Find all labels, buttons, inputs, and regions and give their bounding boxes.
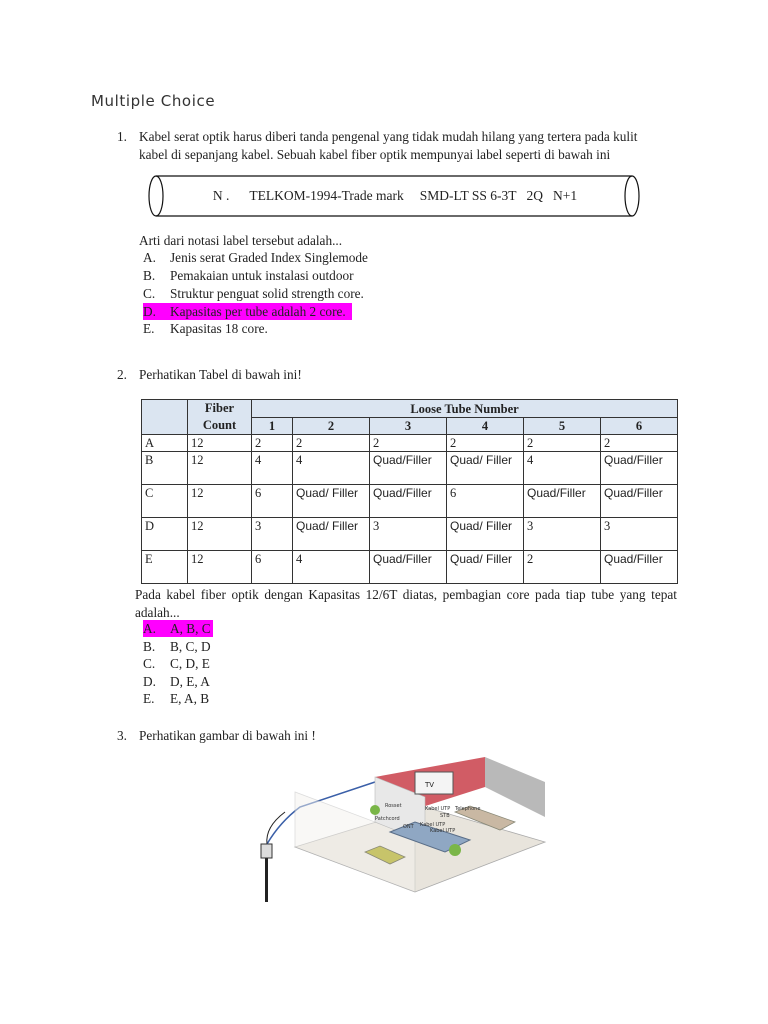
table-cell: 2 — [601, 435, 678, 452]
table-cell: Quad/ Filler — [447, 518, 524, 551]
option-text: C, D, E — [170, 656, 210, 671]
table-cell: Quad/Filler — [370, 551, 447, 584]
question-1-number: 1. — [117, 129, 127, 144]
cable-label-type: SMD-LT SS 6-3T — [419, 188, 517, 203]
tube-number-header: 4 — [447, 418, 524, 435]
q2-option-c[interactable] — [143, 655, 210, 672]
table-row — [142, 435, 678, 452]
rosset-label: Rosset — [385, 803, 402, 809]
telephone-label: Telephone — [455, 806, 481, 812]
q1-option-e[interactable] — [143, 320, 268, 337]
utp-label-3: Kabel UTP — [430, 828, 456, 834]
table-cell: Quad/ Filler — [293, 485, 370, 518]
option-letter: C. — [143, 286, 156, 301]
question-3-text: Perhatikan gambar di bawah ini ! — [139, 728, 316, 743]
table-row — [142, 485, 678, 518]
table-cell: 6 — [447, 485, 524, 518]
option-letter: A. — [143, 621, 156, 636]
fiber-count-cell: 12 — [188, 452, 252, 485]
table-cell: Quad/ Filler — [447, 551, 524, 584]
tv-label: TV — [425, 781, 435, 789]
table-cell: 2 — [447, 435, 524, 452]
question-2-prompt: Pada kabel fiber optik dengan Kapasitas 12/6T diatas, pembagian core pada tiap tube yang tepat adalah... — [135, 587, 677, 620]
option-text: Struktur penguat solid strength core. — [170, 286, 364, 301]
table-cell: 4 — [524, 452, 601, 485]
table-cell: Quad/ Filler — [293, 518, 370, 551]
row-id: B — [142, 452, 188, 485]
option-text: Kapasitas per tube adalah 2 core. — [170, 304, 346, 319]
fiber-count-cell: 12 — [188, 551, 252, 584]
table-cell: Quad/Filler — [370, 485, 447, 518]
table-cell: 4 — [293, 452, 370, 485]
fiber-count-cell: 12 — [188, 435, 252, 452]
option-text: A, B, C — [170, 621, 211, 636]
house-network-illustration — [255, 752, 555, 902]
table-cell: 2 — [293, 435, 370, 452]
table-cell: Quad/Filler — [370, 452, 447, 485]
table-cell: 2 — [370, 435, 447, 452]
table-cell: 2 — [524, 435, 601, 452]
cable-label — [148, 175, 642, 217]
section-heading: Multiple Choice — [91, 92, 216, 110]
stb-label: STB — [440, 813, 450, 819]
table-cell: Quad/Filler — [524, 485, 601, 518]
cable-label-n: N . — [212, 188, 230, 203]
ont-label: ONT — [403, 824, 414, 830]
loose-tube-header: Loose Tube Number — [252, 400, 678, 418]
table-cell: 3 — [601, 518, 678, 551]
cable-illustration — [148, 175, 642, 217]
option-text: E, A, B — [170, 691, 210, 706]
option-text: Pemakaian untuk instalasi outdoor — [170, 268, 354, 283]
tube-number-header: 5 — [524, 418, 601, 435]
patchcord-label: Patchcord — [375, 816, 400, 822]
question-2-number: 2. — [117, 367, 127, 382]
question-1-line-2: kabel di sepanjang kabel. Sebuah kabel fiber optik mempunyai label seperti di bawah ini — [139, 147, 611, 162]
fiber-count-header: Fiber Count — [188, 400, 252, 435]
option-text: Kapasitas 18 core. — [170, 321, 268, 336]
option-letter: B. — [143, 268, 156, 283]
table-cell: 2 — [524, 551, 601, 584]
table-corner — [142, 400, 188, 435]
utp-label: Kabel UTP — [425, 806, 451, 812]
option-letter: D. — [143, 674, 156, 689]
cable-label-sequence: N+1 — [553, 188, 578, 203]
table-cell: Quad/Filler — [601, 452, 678, 485]
q1-option-d-highlighted[interactable] — [143, 303, 352, 320]
table-cell: 3 — [252, 518, 293, 551]
table-cell: 6 — [252, 551, 293, 584]
tube-number-header: 6 — [601, 418, 678, 435]
utp-label-2: Kabel UTP — [420, 822, 446, 828]
table-cell: Quad/Filler — [601, 485, 678, 518]
table-cell: 3 — [370, 518, 447, 551]
fiber-table — [141, 399, 678, 584]
row-id: A — [142, 435, 188, 452]
cable-label-tubes: 2Q — [526, 188, 543, 203]
option-letter: E. — [143, 691, 155, 706]
q2-option-d[interactable] — [143, 673, 210, 690]
option-text: B, C, D — [170, 639, 211, 654]
option-letter: D. — [143, 304, 156, 319]
option-letter: E. — [143, 321, 155, 336]
q1-option-a[interactable] — [143, 249, 368, 266]
question-3-number: 3. — [117, 728, 127, 743]
table-cell: 3 — [524, 518, 601, 551]
option-letter: A. — [143, 250, 156, 265]
row-id: C — [142, 485, 188, 518]
q2-option-b[interactable] — [143, 638, 211, 655]
option-text: Jenis serat Graded Index Singlemode — [170, 250, 368, 265]
question-1-prompt: Arti dari notasi label tersebut adalah... — [139, 233, 343, 248]
table-cell: 6 — [252, 485, 293, 518]
tube-number-header: 1 — [252, 418, 293, 435]
table-cell: 2 — [252, 435, 293, 452]
option-letter: B. — [143, 639, 156, 654]
q2-option-e[interactable] — [143, 690, 209, 707]
tube-number-header: 3 — [370, 418, 447, 435]
q1-option-b[interactable] — [143, 267, 354, 284]
question-1-line-1: Kabel serat optik harus diberi tanda pengenal yang tidak mudah hilang yang tertera pada kulit — [139, 129, 638, 144]
table-row — [142, 551, 678, 584]
table-row — [142, 518, 678, 551]
row-id: D — [142, 518, 188, 551]
option-letter: C. — [143, 656, 156, 671]
fiber-count-cell: 12 — [188, 485, 252, 518]
table-row — [142, 452, 678, 485]
tube-number-header: 2 — [293, 418, 370, 435]
question-2-text: Perhatikan Tabel di bawah ini! — [139, 367, 302, 382]
table-cell: 4 — [293, 551, 370, 584]
table-cell: 4 — [252, 452, 293, 485]
q1-option-c[interactable] — [143, 285, 364, 302]
q2-option-a-highlighted[interactable] — [143, 620, 213, 637]
fiber-count-cell: 12 — [188, 518, 252, 551]
cable-label-manufacturer: TELKOM-1994-Trade mark — [249, 188, 404, 203]
table-cell: Quad/Filler — [601, 551, 678, 584]
table-cell: Quad/ Filler — [447, 452, 524, 485]
row-id: E — [142, 551, 188, 584]
option-text: D, E, A — [170, 674, 210, 689]
